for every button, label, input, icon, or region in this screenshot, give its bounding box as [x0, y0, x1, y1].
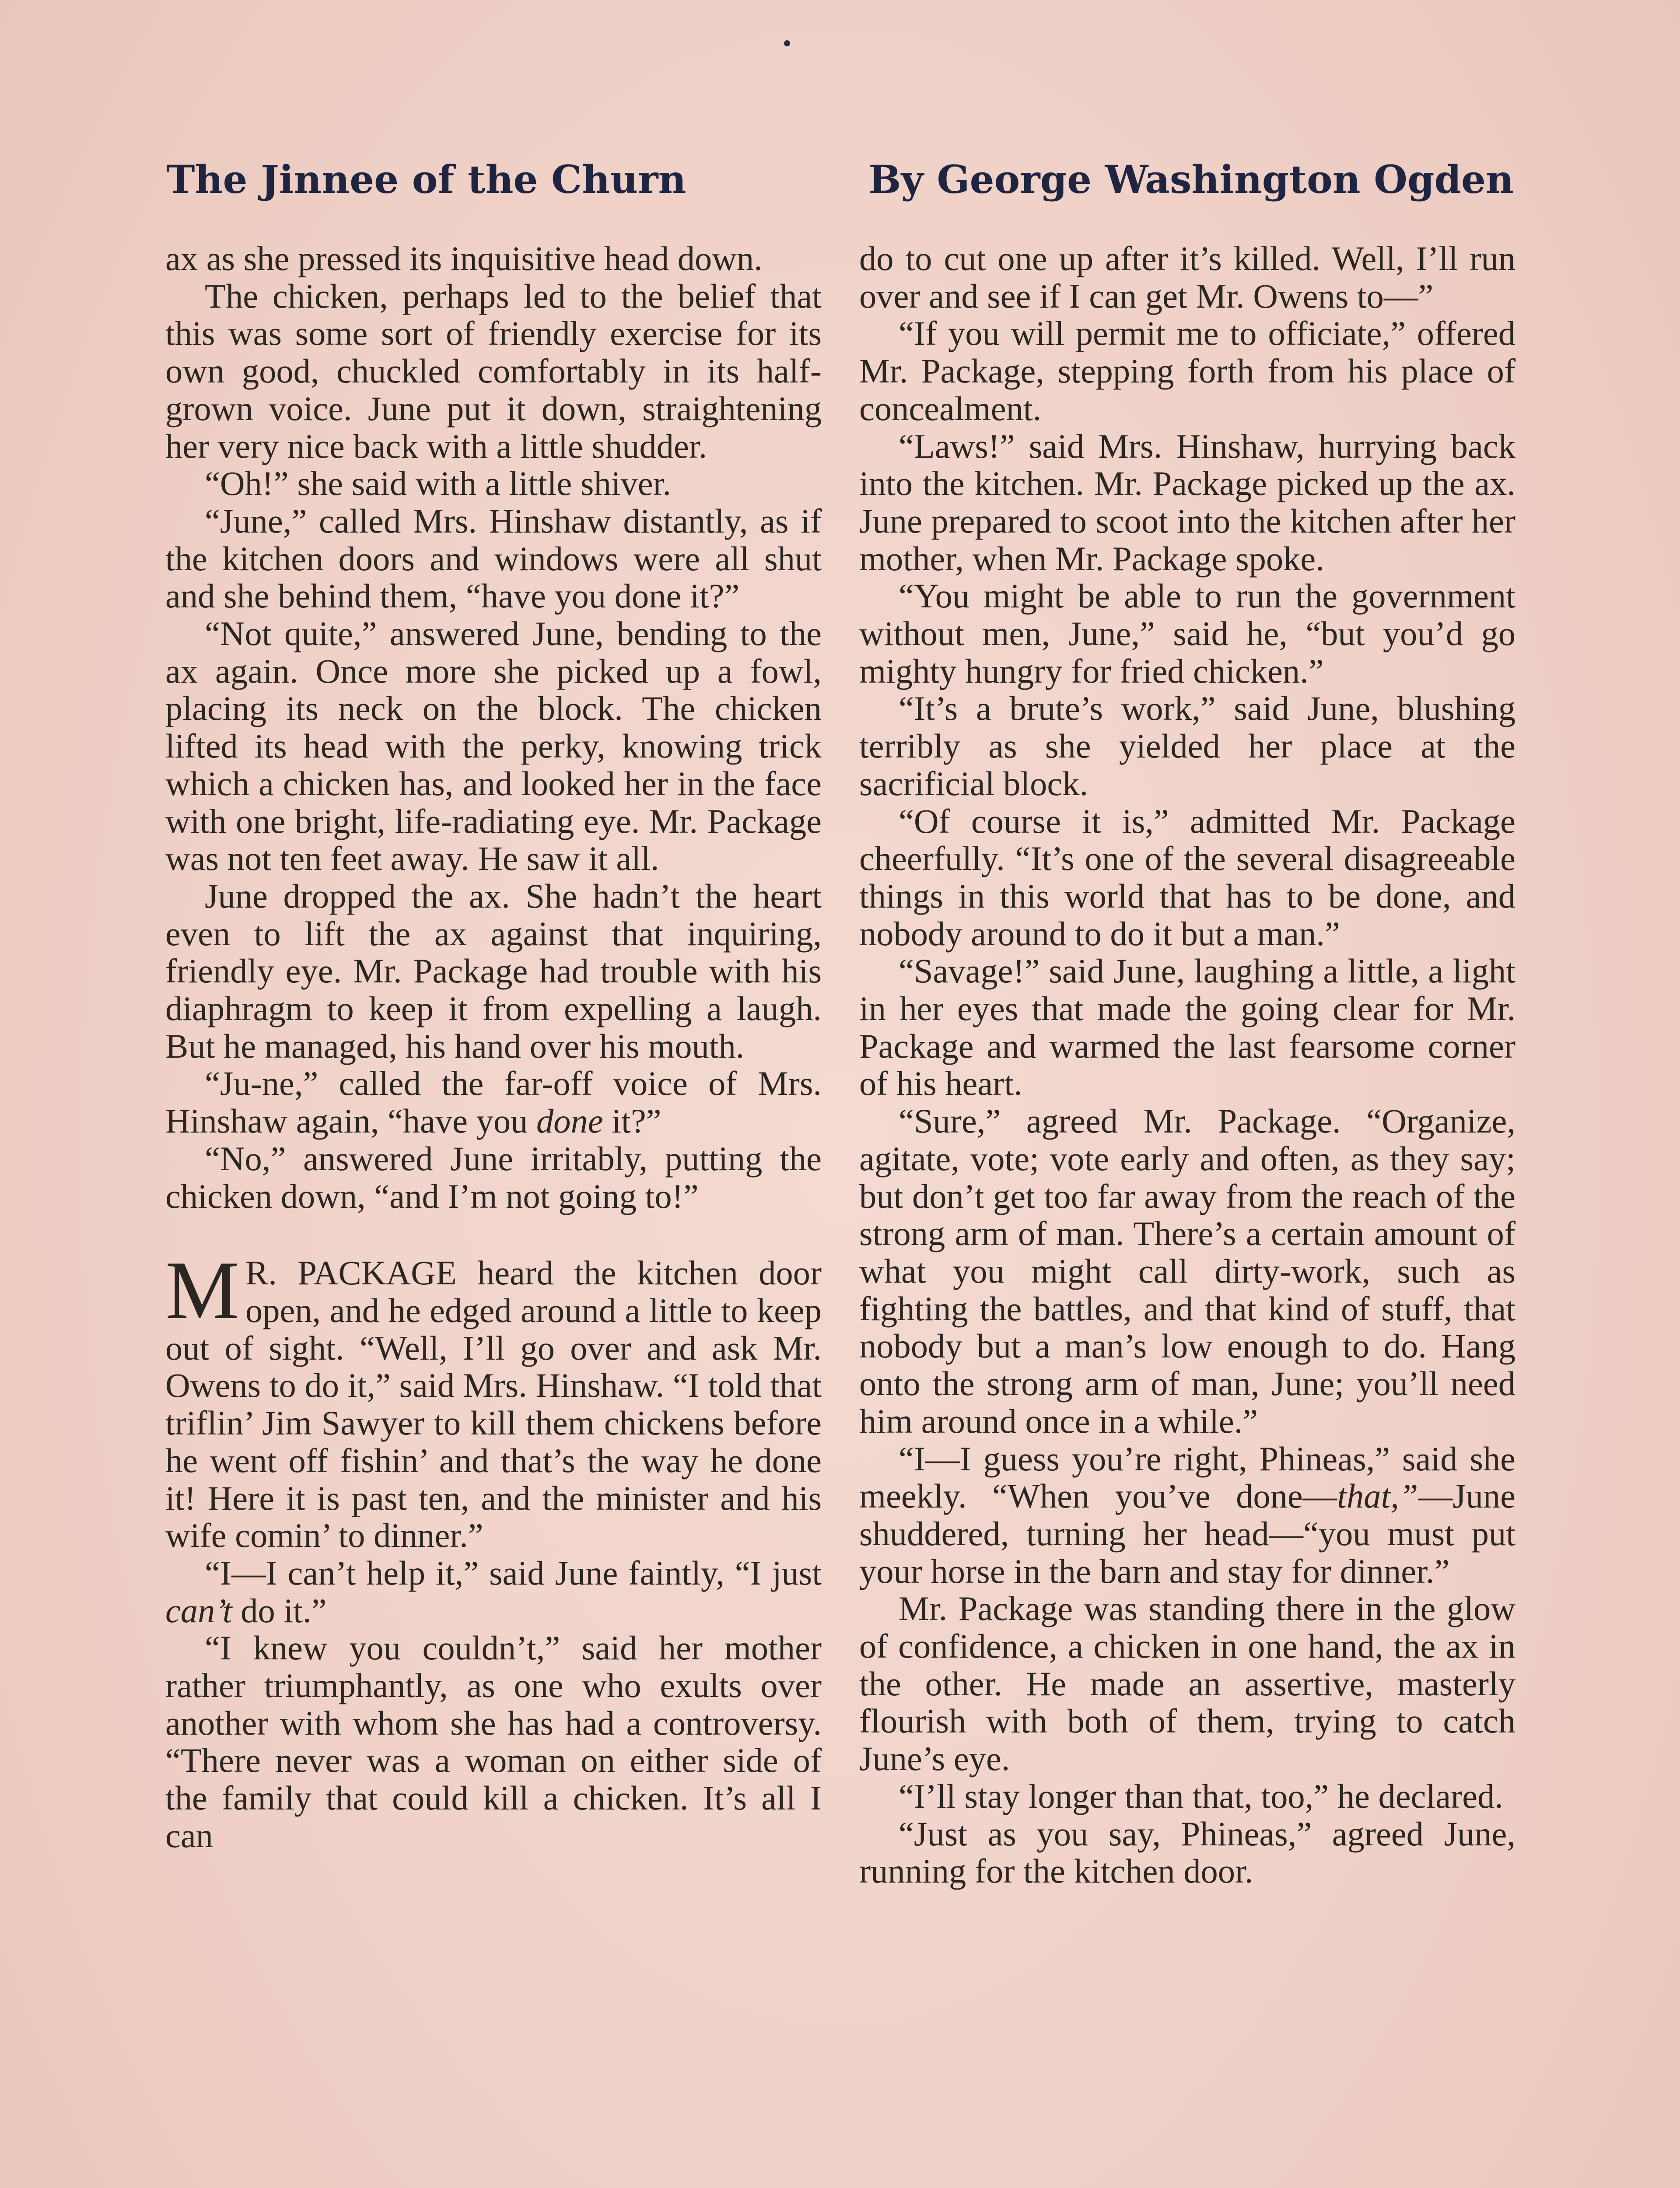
- text-run: it?”: [603, 1102, 662, 1140]
- left-column: [165, 240, 822, 1855]
- text-run: “I—I guess you’re right, Phineas,” said she meekly. “When you’ve done—: [859, 1439, 1516, 1515]
- right-column: [859, 240, 1516, 1890]
- paragraph: “It’s a brute’s work,” said June, blushing terribly as she yielded her place at the sacrificial block.: [859, 689, 1516, 803]
- text-run: “Ju-ne,” called the far-off voice of Mrs. Hinshaw again, “have you: [165, 1064, 822, 1140]
- paragraph: “Of course it is,” admitted Mr. Package cheerfully. “It’s one of the several disagreeable things in this world that has to be done, and nobody around to do it but a man.”: [859, 802, 1516, 953]
- paragraph: “Sure,” agreed Mr. Package. “Organize, agitate, vote; vote early and often, as they say; but don’t get too far away from the reach of the strong arm of man. There’s a certain amount of what you might call dirty-work, such as fighting the battles, and that kind of stuff, that nobody but a man’s low enough to do. Hang onto the strong arm of man, June; you’ll need him around once in a while.”: [859, 1102, 1516, 1440]
- paragraph: “June,” called Mrs. Hinshaw distantly, as if the kitchen doors and windows were all shut and she behind them, “have you done it?”: [165, 501, 822, 615]
- paragraph: Mr. Package was standing there in the glow of confidence, a chicken in one hand, the ax in the other. He made an assertive, masterly flourish with both of them, trying to catch June’s eye.: [859, 1589, 1516, 1778]
- story-title: The Jinnee of the Churn: [166, 157, 686, 202]
- paragraph: “You might be able to run the government without men, June,” said he, “but you’d go mighty hungry for fried chicken.”: [859, 577, 1516, 690]
- paragraph: “Just as you say, Phineas,” agreed June, running for the kitchen door.: [859, 1814, 1516, 1890]
- emphasis: can’t: [165, 1591, 232, 1630]
- paragraph: “Savage!” said June, laughing a little, a light in her eyes that made the going clear for Mr. Package and warmed the last fearsome corner of his heart.: [859, 952, 1516, 1103]
- paragraph: “If you will permit me to officiate,” offered Mr. Package, stepping forth from his place of concealment.: [859, 314, 1516, 428]
- text-run: —June shuddered, turning her head—“you must put your horse in the barn and stay for dinner.”: [859, 1477, 1516, 1590]
- paragraph: do to cut one up after it’s killed. Well, I’ll run over and see if I can get Mr. Owens to—”: [859, 239, 1516, 315]
- emphasis: that,”: [1337, 1477, 1418, 1515]
- text-run: “I—I can’t help it,” said June faintly, “I just: [205, 1553, 822, 1592]
- paragraph: ax as she pressed its inquisitive head down.: [165, 239, 763, 277]
- section-opening-paragraph: [165, 1245, 822, 1555]
- paragraph: “Oh!” she said with a little shiver.: [205, 464, 672, 503]
- print-speck: [784, 40, 790, 46]
- paragraph: [165, 1554, 822, 1629]
- text-run: do it.”: [232, 1591, 327, 1630]
- paragraph: “No,” answered June irritably, putting the chicken down, “and I’m not going to!”: [165, 1139, 822, 1215]
- paragraph: [165, 1065, 822, 1140]
- drop-cap: M: [165, 1245, 239, 1337]
- emphasis: done: [536, 1102, 603, 1140]
- paragraph: “I knew you couldn’t,” said her mother rather triumphantly, as one who exults over another with whom she has had a controversy. “There never was a woman on either side of the family that could kill a chicken. It’s all I can: [165, 1629, 822, 1855]
- running-head: [166, 153, 1514, 206]
- paragraph: [859, 1440, 1516, 1590]
- text-run: R. PACKAGE heard the kitchen door open, and he edged around a little to keep out of sight. “Well, I’ll go over and ask Mr. Owens to do it,” said Mrs. Hinshaw. “I told that triflin’ Jim Sawyer to kill them chickens before he went off fishin’ and that’s the way he done it! Here it is past ten, and the minister and his wife comin’ to dinner.”: [165, 1254, 822, 1555]
- story-author: By George Washington Ogden: [868, 157, 1514, 202]
- paragraph: “I’ll stay longer than that, too,” he declared.: [899, 1777, 1503, 1815]
- paragraph: “Not quite,” answered June, bending to the ax again. Once more she picked up a fowl, placing its neck on the block. The chicken lifted its head with the perky, knowing trick which a chicken has, and looked her in the face with one bright, life-radiating eye. Mr. Package was not ten feet away. He saw it all.: [165, 614, 822, 878]
- paragraph: The chicken, perhaps led to the belief that this was some sort of friendly exercise for its own good, chuckled comfortably in its half-grown voice. June put it down, straightening her very nice back with a little shudder.: [165, 277, 822, 465]
- paragraph: “Laws!” said Mrs. Hinshaw, hurrying back into the kitchen. Mr. Package picked up the ax. June prepared to scoot into the kitchen after her mother, when Mr. Package spoke.: [859, 427, 1516, 578]
- paragraph: June dropped the ax. She hadn’t the heart even to lift the ax against that inquiring, friendly eye. Mr. Package had trouble with his diaphragm to keep it from expelling a laugh. But he managed, his hand over his mouth.: [165, 877, 822, 1065]
